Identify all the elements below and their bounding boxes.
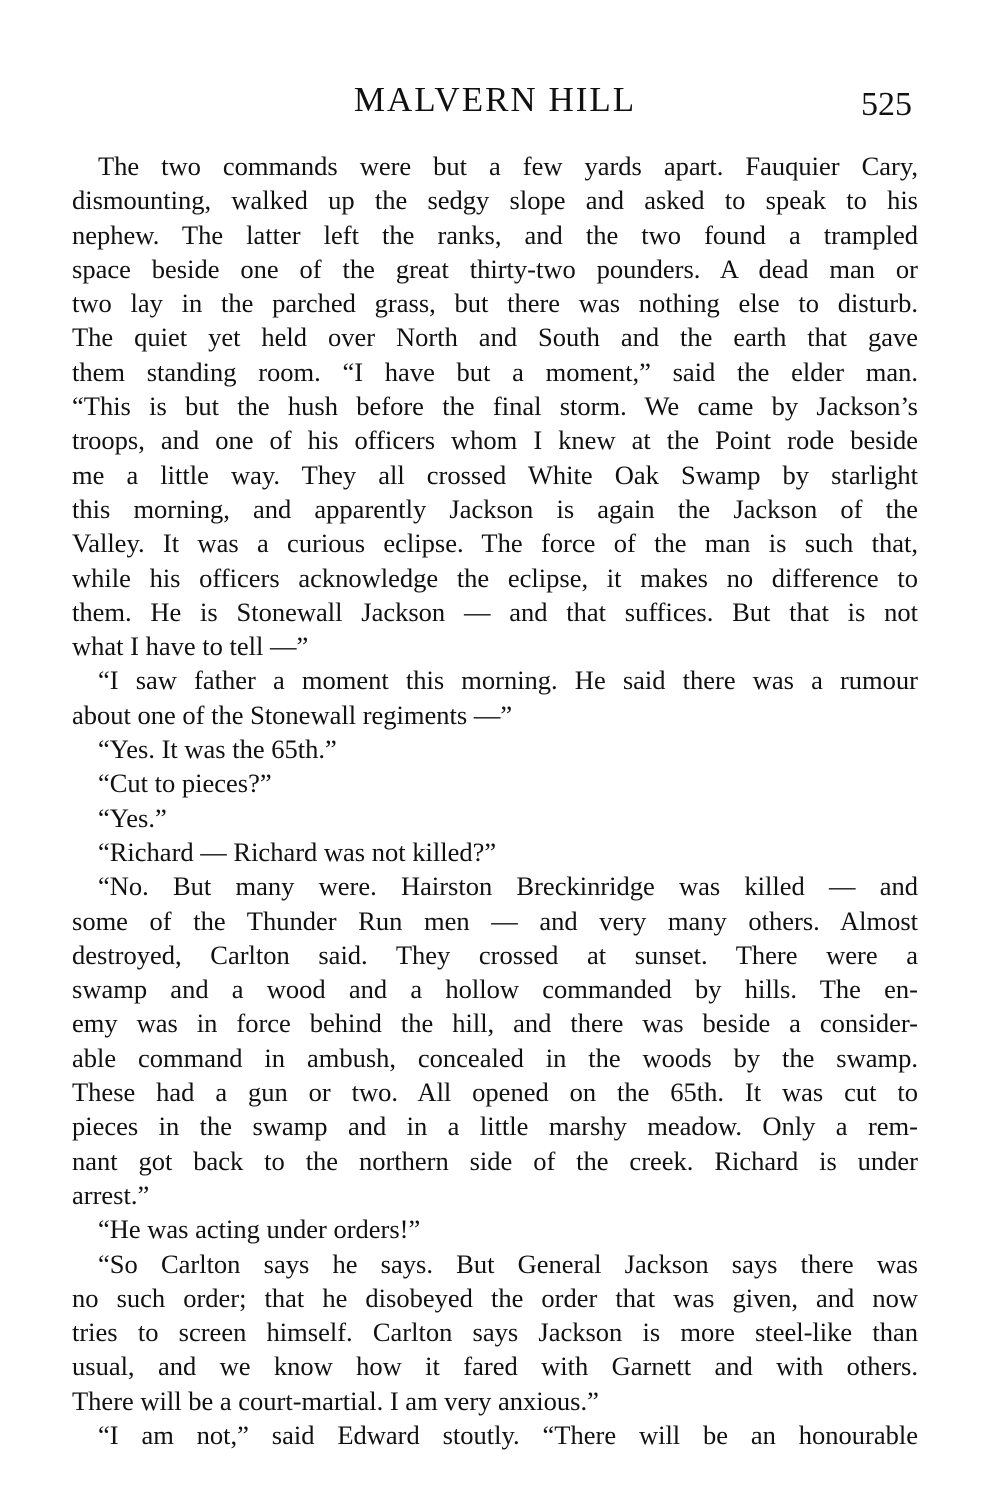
text-line: nant got back to the northern side of the creek. Richard is under — [72, 1145, 918, 1176]
running-title: MALVERN HILL — [353, 80, 637, 119]
text-line: “No. But many were. Hairston Breckinridge was killed — and — [98, 871, 918, 902]
text-line: “Yes. It was the 65th.” — [98, 734, 337, 765]
text-line: nephew. The latter left the ranks, and the two found a trampled — [72, 219, 918, 250]
text-line: These had a gun or two. All opened on the 65th. It was cut to — [72, 1077, 918, 1108]
text-line: pieces in the swamp and in a little marshy meadow. Only a rem- — [72, 1111, 918, 1142]
text-line: “I saw father a moment this morning. He said there was a rumour — [98, 665, 918, 696]
text-line: There will be a court-martial. I am very anxious.” — [72, 1385, 599, 1416]
text-line: The two commands were but a few yards apart. Fauquier Cary, — [98, 151, 918, 181]
text-line: space beside one of the great thirty-two pounders. A dead man or — [72, 253, 918, 284]
text-line: usual, and we know how it fared with Garnett and with others. — [72, 1351, 918, 1382]
text-line: arrest.” — [72, 1179, 150, 1210]
text-line: Valley. It was a curious eclipse. The force of the man is such that, — [72, 528, 918, 559]
text-line: while his officers acknowledge the eclipse, it makes no difference to — [72, 562, 918, 593]
text-line: about one of the Stonewall regiments —” — [72, 699, 513, 730]
text-line: this morning, and apparently Jackson is again the Jackson of the — [72, 493, 918, 524]
text-line: “Yes.” — [98, 802, 167, 833]
body-text — [72, 149, 918, 1452]
text-line: tries to screen himself. Carlton says Jackson is more steel-like than — [72, 1317, 918, 1348]
text-line: them. He is Stonewall Jackson — and that suffices. But that is not — [72, 596, 918, 627]
page-number: 525 — [861, 86, 912, 123]
text-line: no such order; that he disobeyed the order that was given, and now — [72, 1282, 918, 1313]
text-line: swamp and a wood and a hollow commanded by hills. The en- — [72, 974, 918, 1005]
text-line: them standing room. “I have but a moment,” said the elder man. — [72, 356, 918, 387]
text-line: “Cut to pieces?” — [98, 768, 272, 799]
text-line: The quiet yet held over North and South and the earth that gave — [72, 322, 918, 353]
text-line: “He was acting under orders!” — [98, 1214, 421, 1245]
text-line: troops, and one of his officers whom I knew at the Point rode beside — [72, 425, 918, 456]
page-header — [70, 80, 920, 130]
text-line: “This is but the hush before the final storm. We came by Jackson’s — [72, 391, 918, 422]
text-line: me a little way. They all crossed White Oak Swamp by starlight — [72, 459, 918, 490]
text-line: “So Carlton says he says. But General Jackson says there was — [98, 1248, 918, 1279]
text-line: some of the Thunder Run men — and very many others. Almost — [72, 905, 918, 936]
text-line: “Richard — Richard was not killed?” — [98, 836, 497, 867]
text-line: “I am not,” said Edward stoutly. “There will be an honourable — [98, 1419, 918, 1450]
text-line: what I have to tell —” — [72, 631, 309, 662]
text-line: two lay in the parched grass, but there was nothing else to disturb. — [72, 288, 918, 319]
text-line: emy was in force behind the hill, and there was beside a consider- — [72, 1008, 918, 1039]
text-line: destroyed, Carlton said. They crossed at sunset. There were a — [72, 939, 918, 970]
text-line: able command in ambush, concealed in the woods by the swamp. — [72, 1042, 918, 1073]
text-line: dismounting, walked up the sedgy slope and asked to speak to his — [72, 185, 918, 216]
